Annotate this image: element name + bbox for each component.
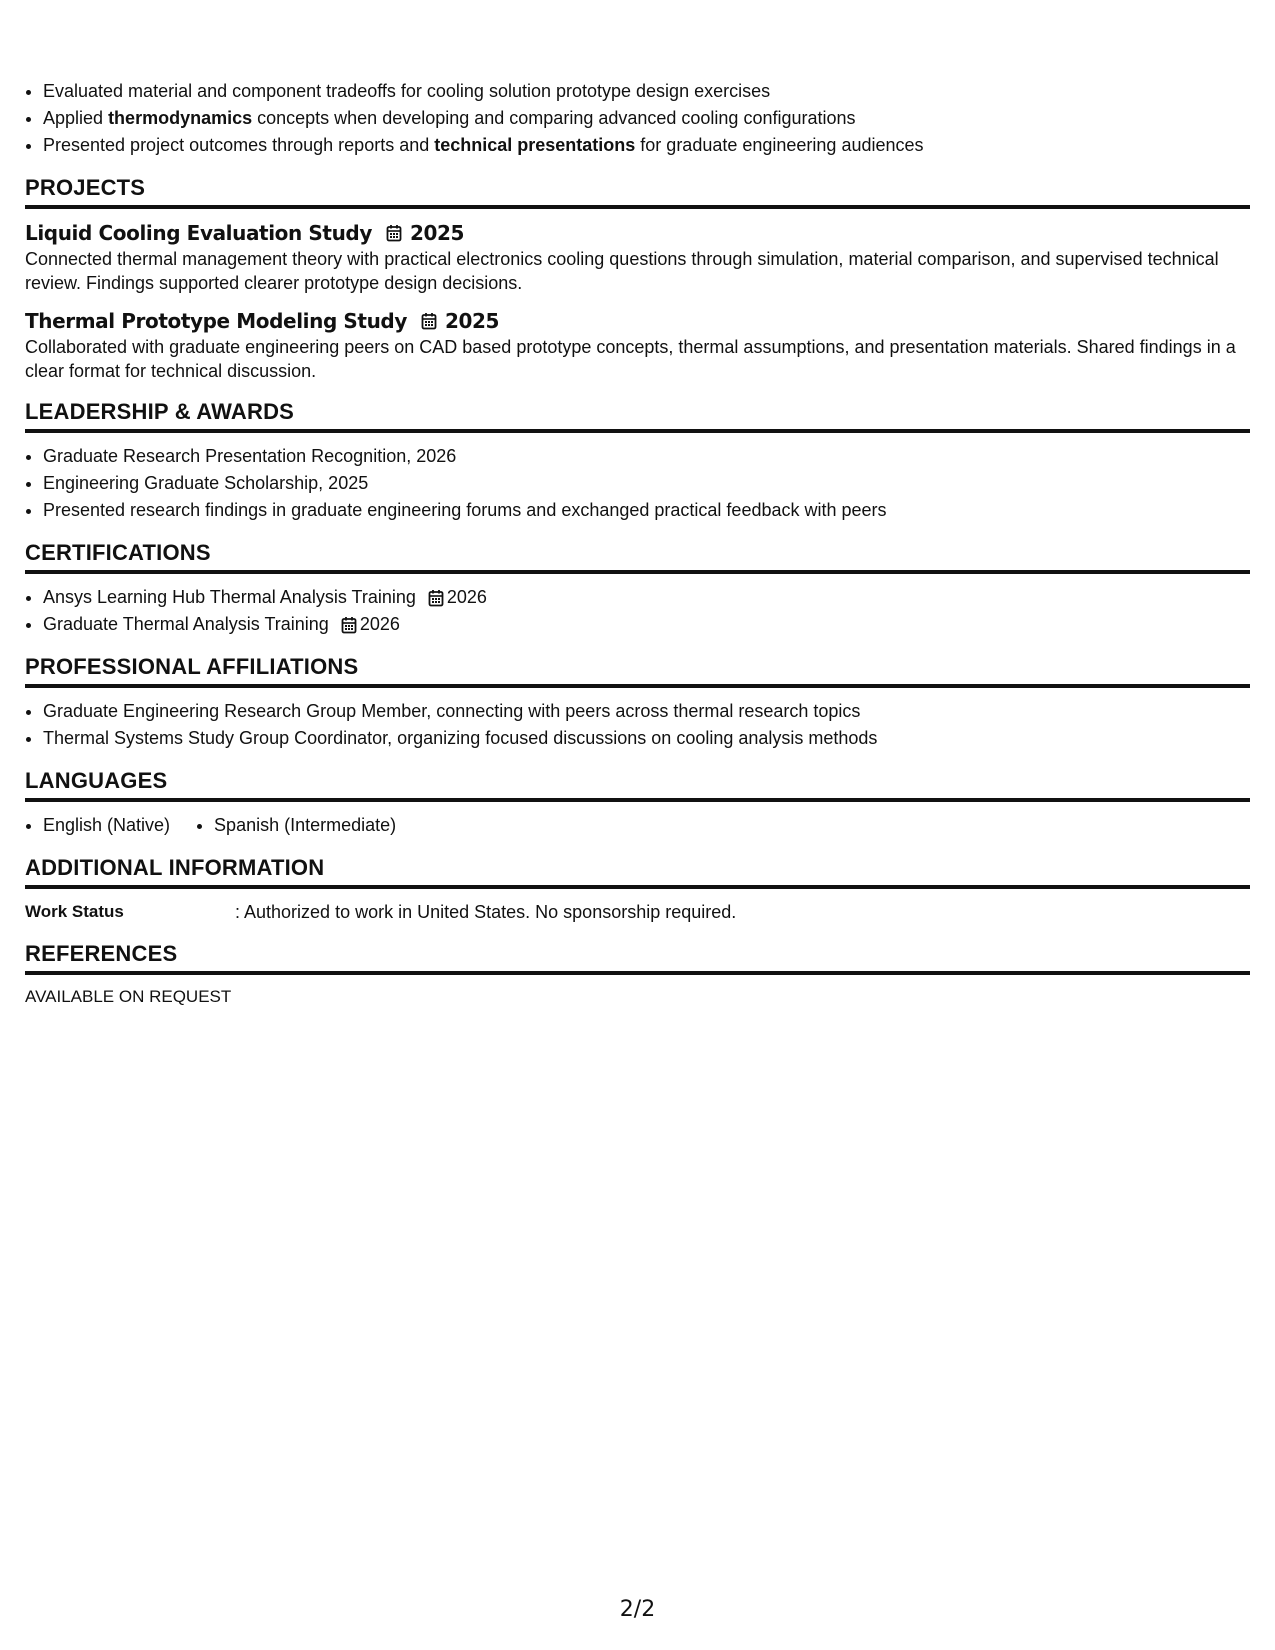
section-heading: PROJECTS (25, 175, 1250, 209)
references-text: AVAILABLE ON REQUEST (25, 987, 232, 1006)
project-title: Thermal Prototype Modeling Study (25, 309, 407, 333)
affiliations-list (25, 698, 1250, 752)
resume-page (25, 78, 1250, 1009)
list-item (43, 78, 1250, 105)
bullet-text: for graduate engineering audiences (635, 135, 924, 155)
list-item (43, 611, 1250, 638)
section-heading: PROFESSIONAL AFFILIATIONS (25, 654, 1250, 688)
references-section (25, 941, 1250, 1009)
calendar-icon (386, 224, 402, 242)
project-description: Collaborated with graduate engineering peers on CAD based prototype concepts, thermal assumptions, and presentation materials. Shared findings in a clear format for technical discussion. (25, 337, 1236, 381)
affiliations-section (25, 654, 1250, 752)
calendar-icon (421, 312, 437, 330)
section-heading: LANGUAGES (25, 768, 1250, 802)
bullet-text: Applied (43, 108, 109, 128)
project-year: 2025 (409, 221, 465, 245)
certification-year: 2026 (359, 614, 400, 634)
calendar-icon (428, 589, 444, 607)
project-title: Liquid Cooling Evaluation Study (25, 221, 372, 245)
list-item (43, 132, 1250, 159)
project-year: 2025 (444, 309, 500, 333)
leadership-list (25, 443, 1250, 524)
section-heading: LEADERSHIP & AWARDS (25, 399, 1250, 433)
list-item: • Graduate Research Presentation Recognition, 2026 (43, 443, 1250, 470)
list-item: • Thermal Systems Study Group Coordinator, organizing focused discussions on cooling analysis methods (43, 725, 1250, 752)
section-heading: ADDITIONAL INFORMATION (25, 855, 1250, 889)
leadership-section (25, 399, 1250, 524)
languages-section (25, 768, 1250, 839)
section-heading: CERTIFICATIONS (25, 540, 1250, 574)
calendar-icon (341, 616, 357, 634)
certifications-section (25, 540, 1250, 638)
project-entry (25, 307, 1250, 383)
work-status-value: : Authorized to work in United States. No sponsorship required. (235, 902, 737, 922)
project-description: Connected thermal management theory with practical electronics cooling questions through simulation, material comparison, and supervised technical review. Findings supported clearer prototype design decisions. (25, 249, 1219, 293)
certifications-list (25, 584, 1250, 638)
certification-year: 2026 (446, 587, 487, 607)
list-item: • Graduate Engineering Research Group Member, connecting with peers across thermal research topics (43, 698, 1250, 725)
bullet-text: Presented project outcomes through reports and (43, 135, 435, 155)
list-item: • Spanish (Intermediate) (214, 812, 396, 839)
page-number: 2/2 (619, 1597, 656, 1622)
languages-list (25, 812, 1250, 839)
section-heading: REFERENCES (25, 941, 1250, 975)
projects-section (25, 175, 1250, 383)
certification-name: Graduate Thermal Analysis Training (43, 614, 329, 634)
bullet-bold-text: thermodynamics (108, 108, 253, 128)
bullet-bold-text: technical presentations (434, 135, 636, 155)
list-item: • English (Native) (43, 812, 170, 839)
list-item (43, 105, 1250, 132)
work-status-label: Work Status (25, 902, 124, 921)
certification-name: Ansys Learning Hub Thermal Analysis Training (43, 587, 416, 607)
bullet-text: Evaluated material and component tradeoffs for cooling solution prototype design exercises (43, 81, 771, 101)
list-item (43, 584, 1250, 611)
list-item: • Engineering Graduate Scholarship, 2025 (43, 470, 1250, 497)
bullet-text: concepts when developing and comparing advanced cooling configurations (252, 108, 856, 128)
experience-bullet-list (25, 78, 1250, 159)
list-item: • Presented research findings in graduate engineering forums and exchanged practical feedback with peers (43, 497, 1250, 524)
additional-info-section (25, 855, 1250, 925)
work-status-row (25, 899, 1250, 925)
project-entry (25, 219, 1250, 295)
